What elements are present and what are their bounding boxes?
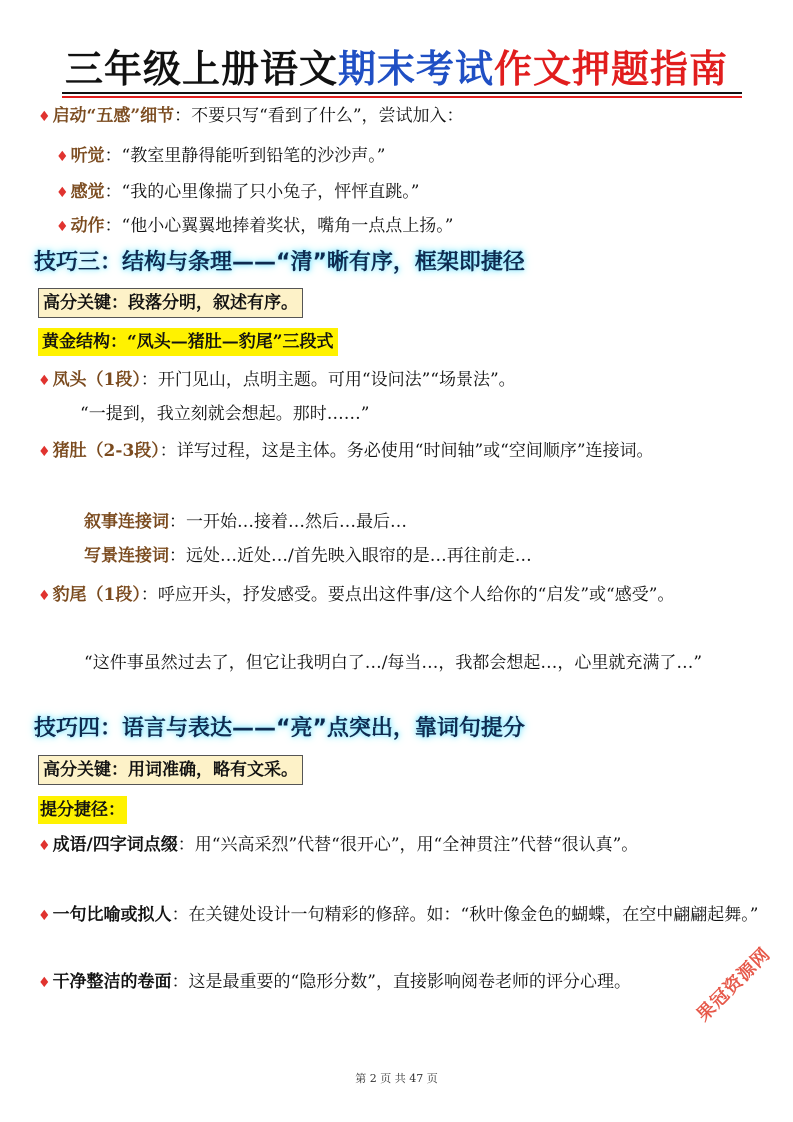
scene-keyword: 写景连接词 <box>84 546 169 566</box>
bullet-diamond-icon: ♦ <box>38 588 51 604</box>
narrative-keyword: 叙事连接词 <box>84 512 169 532</box>
fengtou-example: “一提到，我立刻就会想起。那时……” <box>80 404 370 424</box>
title-part-red: 作文押题指南 <box>494 47 729 91</box>
title-underline-red <box>62 96 742 98</box>
idiom-paragraph <box>38 828 760 863</box>
section-heading-3: 技巧三：结构与条理——“清”晰有序，框架即捷径 <box>34 250 525 275</box>
simile-keyword: 一句比喻或拟人 <box>52 905 172 925</box>
sense-item-keyword: 动作 <box>70 216 105 236</box>
section4-key-box: 高分关键：用词准确，略有文采。 <box>38 755 303 785</box>
baowei-text: ：呼应开头，抒发感受。要点出这件事/这个人给你的“启发”或“感受”。 <box>140 585 675 605</box>
baowei-paragraph <box>38 578 760 613</box>
score-path-label: 提分捷径： <box>38 796 127 824</box>
bullet-diamond-icon: ♦ <box>38 908 51 924</box>
watermark-stamp: 果冠资源网 <box>692 943 775 1026</box>
zhudu-keyword: 猪肚（2-3段） <box>52 441 160 461</box>
baowei-keyword: 豹尾（1段） <box>52 585 141 605</box>
senses-intro <box>38 104 464 129</box>
idiom-text: ：用“兴高采烈”代替“很开心”，用“全神贯注”代替“很认真”。 <box>177 835 639 855</box>
neat-keyword: 干净整洁的卷面 <box>52 972 172 992</box>
sense-item-text: ：“我的心里像揣了只小兔子，怦怦直跳。” <box>104 182 420 202</box>
bullet-diamond-icon: ♦ <box>56 149 69 165</box>
fengtou-line <box>38 368 516 393</box>
simile-text: ：在关键处设计一句精彩的修辞。如：“秋叶像金色的蝴蝶，在空中翩翩起舞。” <box>171 905 759 925</box>
fengtou-text: ：开门见山，点明主题。可用“设问法”“场景法”。 <box>140 370 516 390</box>
baowei-example: “这件事虽然过去了，但它让我明白了…/每当…，我都会想起…，心里就充满了…” <box>84 653 703 673</box>
section-heading-4: 技巧四：语言与表达——“亮”点突出，靠词句提分 <box>34 716 525 741</box>
golden-structure-label: 黄金结构：“凤头—猪肚—豹尾”三段式 <box>38 328 338 356</box>
sense-item-text: ：“他小心翼翼地捧着奖状，嘴角一点点上扬。” <box>104 216 454 236</box>
bullet-diamond-icon: ♦ <box>38 109 51 125</box>
senses-intro-text: ：不要只写“看到了什么”，尝试加入： <box>174 106 464 126</box>
page-number-footer: 第 2 页 共 47 页 <box>355 1072 438 1085</box>
zhudu-paragraph <box>38 434 760 469</box>
sense-item-keyword: 听觉 <box>70 146 105 166</box>
idiom-keyword: 成语/四字词点缀 <box>52 835 178 855</box>
narrative-text: ：一开始…接着…然后…最后… <box>169 512 407 532</box>
sense-item-keyword: 感觉 <box>70 182 105 202</box>
sense-item-hearing <box>56 144 385 169</box>
sense-item-text: ：“教室里静得能听到铅笔的沙沙声。” <box>104 146 386 166</box>
bullet-diamond-icon: ♦ <box>56 219 69 235</box>
senses-keyword: 启动“五感”细节 <box>52 106 175 126</box>
scene-connectors <box>84 544 532 568</box>
bullet-diamond-icon: ♦ <box>56 185 69 201</box>
sense-item-action <box>56 214 453 239</box>
sense-item-feeling <box>56 180 419 205</box>
title-underline-black <box>62 92 742 94</box>
narrative-connectors <box>84 510 407 534</box>
bullet-diamond-icon: ♦ <box>38 444 51 460</box>
bullet-diamond-icon: ♦ <box>38 373 51 389</box>
neat-text: ：这是最重要的“隐形分数”，直接影响阅卷老师的评分心理。 <box>171 972 631 992</box>
simile-paragraph <box>38 898 760 933</box>
scene-text: ：远处…近处…/首先映入眼帘的是…再往前走… <box>169 546 532 566</box>
neat-line <box>38 970 631 995</box>
zhudu-text: ：详写过程，这是主体。务必使用“时间轴”或“空间顺序”连接词。 <box>159 441 654 461</box>
bullet-diamond-icon: ♦ <box>38 838 51 854</box>
fengtou-keyword: 凤头（1段） <box>52 370 141 390</box>
title-part-blue: 期末考试 <box>337 47 494 91</box>
bullet-diamond-icon: ♦ <box>38 975 51 991</box>
page-title <box>0 38 793 93</box>
section3-key-box: 高分关键：段落分明，叙述有序。 <box>38 288 303 318</box>
title-part-black: 三年级上册语文 <box>64 47 338 91</box>
